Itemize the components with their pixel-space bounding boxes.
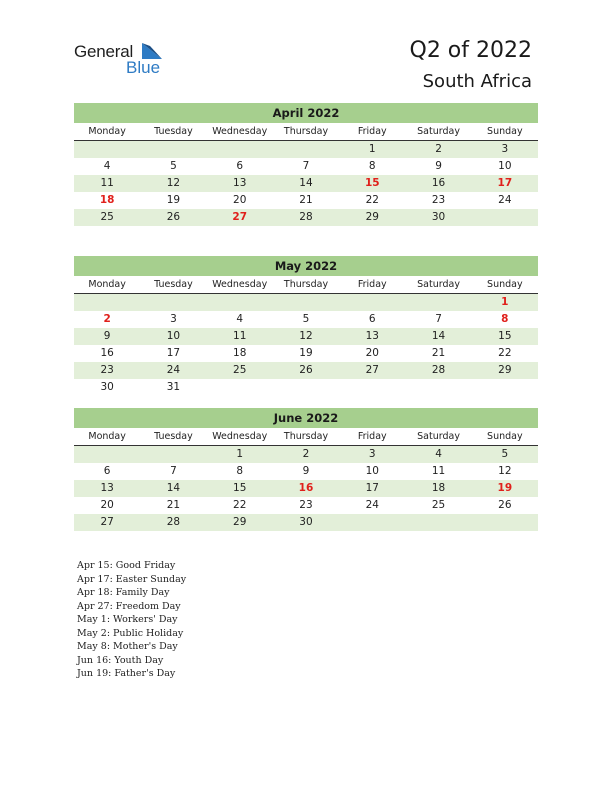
weekday-label: Monday [88, 279, 126, 290]
day-cell: 23 [299, 499, 313, 511]
day-cell: 25 [233, 364, 247, 376]
weekday-label: Tuesday [154, 279, 193, 290]
holiday-note: Jun 19: Father's Day [77, 668, 176, 679]
holiday-day-cell: 8 [501, 313, 509, 325]
weekday-label: Saturday [417, 126, 460, 137]
day-cell: 8 [368, 160, 376, 172]
day-cell: 14 [431, 330, 446, 342]
day-cell: 1 [236, 448, 244, 460]
day-cell: 31 [166, 381, 181, 393]
holiday-day-cell: 16 [298, 482, 314, 494]
weekday-label: Saturday [417, 431, 460, 442]
week-row [74, 294, 538, 311]
day-cell: 26 [299, 364, 313, 376]
day-cell [273, 141, 339, 158]
logo-word-blue: Blue [126, 58, 161, 77]
day-cell: 12 [498, 465, 512, 477]
day-cell: 18 [431, 482, 446, 494]
day-cell: 13 [365, 330, 379, 342]
day-cell: 8 [236, 465, 244, 477]
day-cell: 1 [368, 143, 376, 155]
day-cell: 10 [166, 330, 181, 342]
weekday-header-row [74, 123, 538, 141]
weekday-label: Monday [88, 431, 126, 442]
logo [74, 42, 174, 78]
day-cell: 16 [431, 177, 446, 189]
weekday-header-row [74, 428, 538, 446]
day-cell: 21 [166, 499, 181, 511]
weekday-label: Wednesday [212, 431, 268, 442]
day-cell: 23 [100, 364, 114, 376]
weekday-label: Sunday [487, 279, 523, 290]
day-cell: 4 [103, 160, 111, 172]
day-cell: 17 [166, 347, 181, 359]
day-cell: 11 [233, 330, 247, 342]
logo-word-general: General [74, 42, 134, 61]
week-row [74, 175, 538, 192]
day-cell: 2 [302, 448, 310, 460]
week-row [74, 463, 538, 480]
day-cell [207, 141, 273, 158]
day-cell: 5 [170, 160, 177, 172]
day-cell: 15 [233, 482, 247, 494]
day-cell [273, 379, 339, 396]
day-cell: 9 [103, 330, 111, 342]
weeks-container [74, 141, 538, 226]
day-cell [273, 294, 339, 311]
week-row [74, 362, 538, 379]
week-row [74, 141, 538, 158]
day-cell: 3 [501, 143, 509, 155]
day-cell: 29 [365, 211, 379, 223]
day-cell [140, 446, 206, 463]
holiday-day-cell: 1 [501, 296, 509, 308]
day-cell: 2 [435, 143, 442, 155]
day-cell: 7 [170, 465, 177, 477]
day-cell: 19 [166, 194, 181, 206]
day-cell: 28 [299, 211, 313, 223]
day-cell: 6 [103, 465, 111, 477]
day-cell: 7 [435, 313, 442, 325]
page-title: Q2 of 2022 [409, 38, 532, 63]
day-cell: 25 [100, 211, 114, 223]
day-cell: 22 [233, 499, 247, 511]
day-cell: 20 [100, 499, 114, 511]
day-cell: 30 [431, 211, 446, 223]
weeks-container [74, 446, 538, 531]
holiday-list [77, 559, 186, 681]
weekday-label: Wednesday [212, 126, 268, 137]
day-cell: 7 [302, 160, 310, 172]
day-cell: 30 [299, 516, 313, 528]
day-cell: 13 [100, 482, 114, 494]
day-cell [472, 209, 538, 226]
day-cell: 10 [498, 160, 512, 172]
holiday-day-cell: 19 [497, 482, 513, 494]
day-cell: 29 [498, 364, 512, 376]
day-cell [339, 379, 405, 396]
month-header: June 2022 [74, 408, 538, 428]
week-row [74, 192, 538, 209]
weekday-label: Friday [357, 431, 387, 442]
holiday-note: Apr 17: Easter Sunday [77, 573, 187, 585]
day-cell: 9 [302, 465, 310, 477]
day-cell: 23 [431, 194, 446, 206]
day-cell: 3 [368, 448, 376, 460]
weekday-label: Tuesday [154, 126, 193, 137]
month-header: May 2022 [74, 256, 538, 276]
day-cell [74, 294, 140, 311]
day-cell: 20 [365, 347, 379, 359]
day-cell: 11 [100, 177, 114, 189]
day-cell: 26 [498, 499, 512, 511]
day-cell [339, 514, 405, 531]
day-cell: 27 [365, 364, 379, 376]
weekday-label: Friday [357, 126, 387, 137]
day-cell: 5 [302, 313, 310, 325]
month-april [74, 103, 538, 226]
month-june [74, 408, 538, 531]
day-cell: 13 [233, 177, 247, 189]
weekday-label: Saturday [417, 279, 460, 290]
day-cell [472, 379, 538, 396]
day-cell [405, 514, 471, 531]
day-cell: 6 [368, 313, 376, 325]
weekday-label: Sunday [487, 126, 523, 137]
week-row [74, 311, 538, 328]
day-cell [405, 294, 471, 311]
day-cell [140, 294, 206, 311]
day-cell: 15 [498, 330, 512, 342]
weekday-label: Wednesday [212, 279, 268, 290]
holiday-day-cell: 18 [99, 194, 115, 206]
day-cell [140, 141, 206, 158]
day-cell [472, 514, 538, 531]
week-row [74, 345, 538, 362]
day-cell: 12 [166, 177, 181, 189]
day-cell: 20 [233, 194, 247, 206]
holiday-day-cell: 2 [103, 313, 111, 325]
day-cell: 25 [431, 499, 446, 511]
holiday-note: May 8: Mother's Day [77, 641, 178, 652]
holiday-note: Apr 18: Family Day [77, 587, 170, 598]
holiday-note: Apr 15: Good Friday [77, 560, 176, 571]
week-row [74, 379, 538, 396]
day-cell: 12 [299, 330, 313, 342]
day-cell: 18 [233, 347, 247, 359]
week-row [74, 497, 538, 514]
day-cell: 11 [431, 465, 446, 477]
day-cell: 27 [100, 516, 114, 528]
day-cell [207, 379, 273, 396]
day-cell: 22 [365, 194, 379, 206]
day-cell [207, 294, 273, 311]
day-cell: 21 [431, 347, 446, 359]
week-row [74, 446, 538, 463]
day-cell: 5 [501, 448, 509, 460]
week-row [74, 209, 538, 226]
day-cell: 26 [166, 211, 181, 223]
weekday-label: Sunday [487, 431, 523, 442]
holiday-note: May 2: Public Holiday [77, 627, 184, 639]
week-row [74, 158, 538, 175]
day-cell: 22 [498, 347, 512, 359]
holiday-day-cell: 27 [232, 211, 248, 223]
holiday-note: Apr 27: Freedom Day [77, 600, 181, 612]
holiday-day-cell: 17 [497, 177, 513, 189]
holiday-note: May 1: Workers' Day [77, 614, 178, 625]
weekday-label: Friday [357, 279, 387, 290]
day-cell: 28 [431, 364, 446, 376]
day-cell [339, 294, 405, 311]
week-row [74, 480, 538, 497]
weekday-label: Monday [88, 126, 126, 137]
day-cell [74, 141, 140, 158]
day-cell: 24 [498, 194, 512, 206]
holiday-day-cell: 15 [364, 177, 380, 189]
day-cell: 16 [100, 347, 114, 359]
day-cell: 29 [233, 516, 247, 528]
month-header: April 2022 [74, 103, 538, 123]
holiday-note: Jun 16: Youth Day [77, 654, 164, 666]
day-cell: 4 [236, 313, 244, 325]
day-cell: 30 [100, 381, 114, 393]
weeks-container [74, 294, 538, 396]
day-cell: 14 [166, 482, 181, 494]
weekday-header-row [74, 276, 538, 294]
day-cell: 6 [236, 160, 244, 172]
logo-triangle-icon [142, 43, 162, 59]
day-cell: 24 [166, 364, 181, 376]
weekday-label: Thursday [283, 279, 329, 290]
day-cell: 21 [299, 194, 313, 206]
day-cell: 9 [435, 160, 442, 172]
day-cell: 28 [166, 516, 181, 528]
day-cell [74, 446, 140, 463]
page-subtitle: South Africa [422, 71, 532, 92]
day-cell: 3 [170, 313, 177, 325]
weekday-label: Tuesday [154, 431, 193, 442]
day-cell: 14 [299, 177, 313, 189]
day-cell: 17 [365, 482, 379, 494]
weekday-label: Thursday [283, 126, 329, 137]
weekday-label: Thursday [283, 431, 329, 442]
week-row [74, 514, 538, 531]
day-cell [405, 379, 471, 396]
week-row [74, 328, 538, 345]
day-cell: 24 [365, 499, 379, 511]
day-cell: 19 [299, 347, 313, 359]
day-cell: 4 [435, 448, 442, 460]
day-cell: 10 [365, 465, 379, 477]
month-may [74, 256, 538, 396]
